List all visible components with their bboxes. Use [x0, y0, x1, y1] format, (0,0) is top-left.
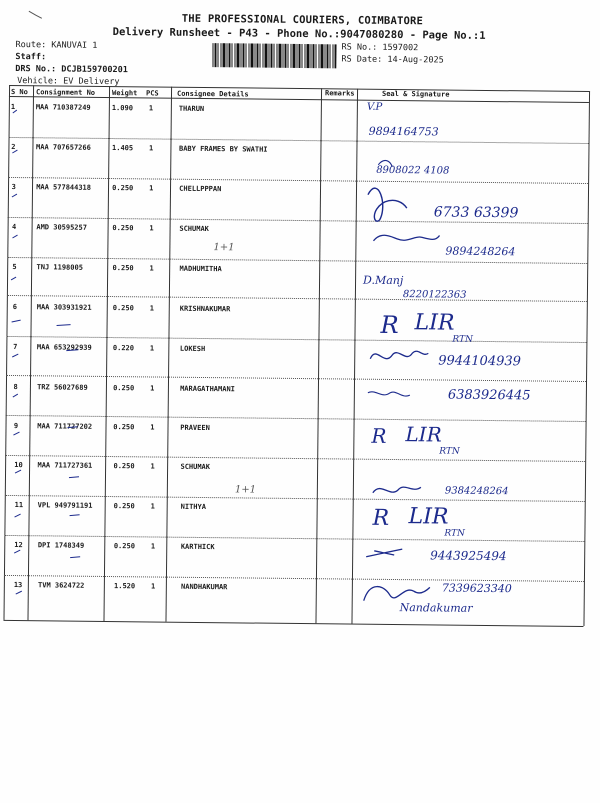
- cell-consignee: MADHUMITHA: [179, 264, 222, 274]
- col-header-consignee: Consignee Details: [176, 89, 249, 99]
- hw-r11-r: R: [372, 505, 390, 531]
- hw-r13-phone: 7339623340: [441, 581, 512, 596]
- cell-pcs: 1: [150, 384, 155, 393]
- hw-r9-r: R: [371, 423, 387, 448]
- cell-consignment-no: TRZ 56027689: [37, 383, 88, 392]
- col-divider: [165, 87, 172, 622]
- row-divider: [7, 295, 587, 302]
- row-divider: [9, 137, 589, 144]
- cell-weight: 0.250: [112, 224, 134, 233]
- cell-pcs: 1: [150, 502, 155, 511]
- cell-pcs: 1: [150, 542, 156, 551]
- hw-r4-phone: 9894248264: [445, 244, 516, 259]
- cell-weight: 0.250: [113, 462, 135, 471]
- col-divider: [583, 91, 590, 626]
- hw-r5-name: D.Manj: [363, 273, 404, 288]
- cell-weight: 0.250: [112, 184, 134, 193]
- row-divider: [6, 336, 586, 343]
- col-header-pcs: PCS: [145, 89, 159, 98]
- cell-pcs: 1: [150, 423, 155, 432]
- cell-consignee: NITHYA: [180, 502, 207, 512]
- cell-consignment-no: TVM 3624722: [38, 581, 85, 590]
- cell-consignee: CHELLPPPAN: [179, 184, 222, 194]
- cell-sno: 3: [11, 182, 16, 192]
- cell-weight: 1.090: [111, 104, 133, 113]
- hw-r11-lir: LIR: [408, 504, 449, 530]
- cell-consignee: SCHUMAK: [179, 224, 209, 234]
- remark-r4: 1+1: [213, 242, 235, 254]
- col-divider: [315, 88, 322, 623]
- cell-consignee: LOKESH: [179, 344, 206, 354]
- cell-weight: 0.250: [113, 423, 135, 432]
- col-header-consignment: Consignment No: [35, 88, 96, 97]
- cell-consignment-no: MAA 711727361: [37, 461, 93, 470]
- cell-sno: 6: [12, 303, 18, 312]
- runsheet-subtitle: Delivery Runsheet - P43 - Phone No.:9047080280 - Page No.:1: [112, 26, 486, 42]
- hw-r6-rtn: RTN: [452, 334, 474, 345]
- col-divider: [3, 85, 10, 620]
- cell-consignment-no: AMD 30595257: [36, 223, 88, 232]
- company-name: THE PROFESSIONAL COURIERS, COIMBATORE: [181, 12, 424, 28]
- rs-date: RS Date: 14-Aug-2025: [341, 54, 444, 66]
- cell-pcs: 1: [149, 184, 154, 193]
- cell-weight: 0.250: [113, 542, 135, 551]
- cell-sno: 1: [10, 102, 16, 112]
- cell-consignee: BABY FRAMES BY SWATHI: [178, 144, 268, 154]
- cell-sno: 8: [13, 383, 18, 392]
- cell-consignment-no: MAA 577844318: [36, 183, 92, 192]
- row-divider: [6, 415, 586, 422]
- hw-r3-phone: 6733 63399: [433, 204, 519, 222]
- table-bottom-border: [3, 620, 583, 627]
- cell-pcs: 1: [148, 144, 154, 153]
- cell-consignee: SCHUMAK: [180, 462, 211, 472]
- hw-r6-lir: LIR: [414, 310, 455, 336]
- cell-pcs: 1: [149, 304, 155, 313]
- hw-r1-initials: V.P: [366, 101, 383, 113]
- cell-consignment-no: DPI 1748349: [37, 541, 85, 550]
- col-header-remarks: Remarks: [324, 89, 355, 98]
- cell-pcs: 1: [149, 264, 154, 273]
- col-divider: [103, 86, 110, 621]
- cell-sno: 9: [13, 422, 19, 431]
- cell-weight: 1.520: [113, 582, 136, 591]
- hw-r1-phone: 9894164753: [368, 124, 439, 139]
- cell-sno: 2: [11, 142, 16, 152]
- row-divider: [4, 575, 584, 582]
- row-divider: [8, 177, 588, 184]
- cell-sno: 11: [14, 501, 24, 510]
- hw-r8-phone: 6383926445: [447, 387, 531, 404]
- hw-r7-phone: 9944104939: [438, 353, 522, 370]
- hw-r9-lir: LIR: [405, 422, 442, 447]
- cell-weight: 0.250: [112, 304, 134, 313]
- cell-consignee: PRAVEEN: [180, 423, 210, 433]
- row-divider: [8, 217, 588, 224]
- hw-r2-phone: 8908022 4108: [376, 164, 450, 177]
- cell-pcs: 1: [150, 462, 155, 471]
- cell-consignment-no: TNJ 1198005: [36, 263, 83, 272]
- col-header-weight: Weight: [111, 89, 138, 98]
- row-divider: [4, 535, 584, 542]
- cell-consignee: MARAGATHAMANI: [180, 384, 235, 394]
- cell-consignee: NANDHAKUMAR: [180, 582, 228, 592]
- hw-r13-name: Nandakumar: [399, 601, 473, 615]
- hw-r6-r: R: [380, 310, 399, 340]
- barcode: [212, 43, 336, 68]
- col-header-seal: Seal & Signature: [381, 89, 450, 99]
- cell-consignment-no: MAA 707657266: [35, 143, 91, 152]
- cell-consignment-no: MAA 653292939: [36, 343, 92, 352]
- drs-number: DRS No.: DCJB159700201: [15, 64, 128, 76]
- cell-sno: 7: [13, 343, 18, 352]
- cell-consignment-no: MAA 711727202: [37, 422, 93, 431]
- staff-label: Staff:: [15, 52, 47, 63]
- cell-sno: 13: [13, 581, 23, 590]
- hw-r10-phone: 9384248264: [444, 485, 509, 498]
- hw-r12-phone: 9443925494: [430, 548, 507, 564]
- table-top-border: [9, 85, 589, 92]
- col-divider: [351, 89, 358, 624]
- cell-weight: 0.220: [112, 344, 135, 353]
- cell-sno: 4: [11, 222, 17, 232]
- rs-number: RS No.: 1597002: [341, 42, 419, 54]
- row-divider: [7, 257, 587, 264]
- table-header-border: [9, 96, 589, 103]
- cell-sno: 10: [14, 461, 23, 470]
- cell-pcs: 1: [148, 104, 154, 113]
- hw-r11-rtn: RTN: [444, 528, 465, 539]
- vehicle-label: Vehicle: EV Delivery: [17, 76, 120, 88]
- row-divider: [6, 375, 586, 382]
- cell-weight: 0.250: [112, 264, 134, 273]
- cell-consignment-no: MAA 303931921: [36, 303, 92, 312]
- cell-weight: 1.405: [111, 144, 134, 153]
- cell-pcs: 1: [150, 582, 156, 591]
- route-label: Route: KANUVAI 1: [15, 40, 98, 51]
- cell-consignee: KRISHNAKUMAR: [179, 304, 231, 314]
- hw-r5-phone: 8220122363: [402, 289, 467, 301]
- col-header-sno: S No: [10, 87, 28, 97]
- cell-weight: 0.250: [113, 502, 135, 511]
- cell-pcs: 1: [149, 344, 155, 353]
- cell-weight: 0.250: [113, 384, 135, 393]
- cell-consignment-no: MAA 710387249: [35, 103, 91, 112]
- cell-sno: 5: [12, 263, 17, 272]
- scan-mark-icon: [28, 9, 44, 21]
- cell-consignee: KARTHICK: [180, 542, 215, 552]
- cell-consignee: THARUN: [178, 104, 205, 114]
- cell-sno: 12: [14, 541, 23, 550]
- cell-pcs: 1: [149, 224, 154, 233]
- cell-consignment-no: VPL 949791191: [37, 501, 93, 510]
- remark-r10: 1+1: [234, 484, 257, 496]
- col-divider: [27, 85, 34, 620]
- hw-r9-rtn: RTN: [439, 446, 460, 457]
